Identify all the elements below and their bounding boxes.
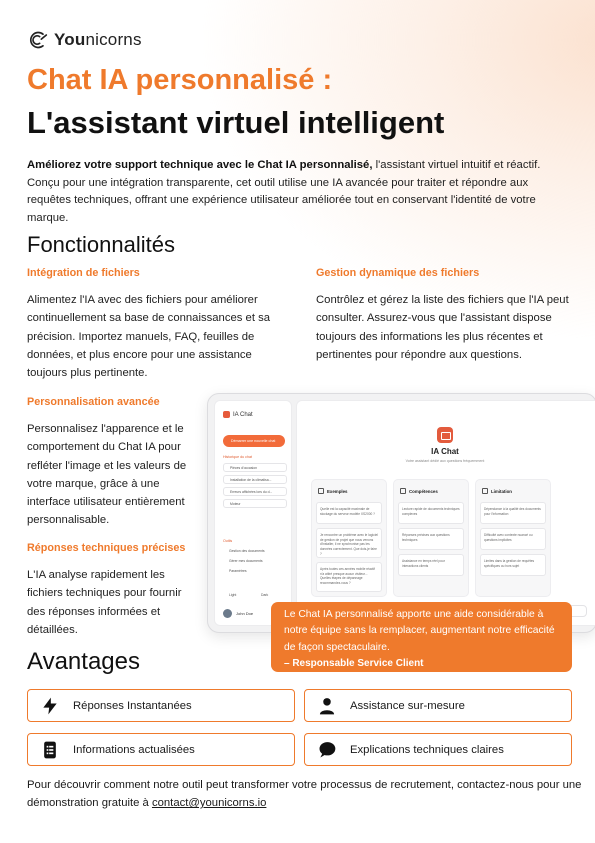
advantage-label: Réponses Instantanées [73,699,192,712]
mockup-dark-button: Dark [261,593,269,597]
avatar [223,609,232,618]
mockup-title: IA Chat [431,447,459,456]
headline-primary: Chat IA personnalisé : [27,64,333,96]
features-heading: Fonctionnalités [27,232,175,257]
advantage-updated-info [27,733,295,766]
person-icon [316,695,338,717]
mockup-card: Difficulté avec contexte nuancé ou questions implicites [480,528,546,550]
testimonial-quote [271,602,572,672]
advantages-heading: Avantages [27,648,140,675]
mockup-card: Après toutes ces années mobile réactif n'a attiré presque aucun visiteur... Quelles étapes de dépannage recommandez-vous ? [316,562,382,592]
lightning-icon [39,695,61,717]
mockup-history-label: Historique du chat [223,455,252,459]
mockup-card: Limites dans la gestion de requêtes spécifiques ou hors sujet [480,554,546,576]
feature-title-file-management: Gestion dynamique des fichiers [316,267,480,279]
mockup-card: Je rencontre un problème avec le logiciel de gestion de projet que nous venons d'installer, il ne synchronise pas les données correctement. Que dois-je faire ? [316,528,382,558]
advantage-clear-explanations [304,733,572,766]
contact-email-link[interactable]: contact@younicorns.io [151,797,267,810]
document-icon [39,739,61,761]
mockup-column-examples: Exemples Quelle est la capacité maximale de stockage du serveur modèle XS2000 ? Je rencontre un problème avec le logiciel de gestion de projet que nous venons d'installer, il ne synchronise pas les données correctement. Que dois-je faire ? Après toutes ces années mobile réactif n'a attiré presque aucun visiteur... Quelles étapes de dépannage recommandez-vous ? [311,479,387,597]
intro-paragraph: Améliorez votre support technique avec le Chat IA personnalisé, l'assistant virtuel intuitif et réactif. Conçu pour une intégration transparente, cet outil utilise une IA avancée pour traiter et répondre aux requêtes techniques, offrant une expérience utilisateur améliorée tout en conservant l'identité de votre marque. [27,159,541,224]
brand-name: Younicorns [54,30,142,49]
advantage-label: Informations actualisées [73,743,195,756]
quote-author: – Responsable Service Client [284,658,424,670]
mockup-main-panel [296,400,595,626]
feature-title-file-integration: Intégration de fichiers [27,267,140,279]
advantage-label: Explications techniques claires [350,743,504,756]
mockup-brand: IA Chat [223,411,253,418]
advantage-label: Assistance sur-mesure [350,699,465,712]
limitation-icon [482,488,488,494]
mockup-column-limitation: Limitation Dépendance à la qualité des documents pour l'information Difficulté avec contexte nuancé ou questions implicites Limites dans la gestion de requêtes spécifiques ou hors sujet [475,479,551,597]
feature-title-customization: Personnalisation avancée [27,396,160,408]
mockup-history-item: Pièces d'occasion [223,463,287,472]
mockup-column-skills: Compétences Lecture rapide de documents techniques complexes Réponses précises aux questions techniques Assistance en temps réel pour interactions clients [393,479,469,597]
feature-body-customization: Personnalisez l'apparence et le comportement du Chat IA pour refléter l'image et les valeurs de votre marque, grâce à une interface utilisateur entièrement personnalisable. [27,423,187,527]
headline-secondary: L'assistant virtuel intelligent [27,105,445,140]
mockup-user: John Doe [223,609,253,618]
mockup-card: Lecture rapide de documents techniques complexes [398,502,464,524]
mockup-history-item: Installation de la climatisa... [223,475,287,484]
mockup-tools-label: Outils [223,539,233,543]
mockup-sidebar [214,400,292,626]
feature-title-technical-answers: Réponses techniques précises [27,542,186,554]
mockup-card: Réponses précises aux questions techniques [398,528,464,550]
advantage-custom-assistance [304,689,572,722]
brand-logo [28,30,142,50]
skills-icon [400,488,406,494]
advantage-instant-answers [27,689,295,722]
mockup-history-item: Erreurs affichées lors du d... [223,487,287,496]
mockup-tool-item: Gérer mes documents [229,559,263,563]
mockup-history-item: Moteur [223,499,287,508]
mockup-app-icon [223,411,230,418]
mockup-chat-logo-icon [437,427,453,443]
mockup-card: Dépendance à la qualité des documents pour l'information [480,502,546,524]
mockup-card: Assistance en temps réel pour interactions clients [398,554,464,576]
younicorns-logo-icon [28,30,48,50]
mockup-subtitle: Votre assistant dédié aux questions fréquemment [405,459,485,463]
examples-icon [318,488,324,494]
feature-body-file-integration: Alimentez l'IA avec des fichiers pour améliorer continuellement sa base de connaissances et sa précision. Importez manuels, FAQ, feuilles de données, et plus encore pour une assistance toujours plus pertinente. [27,294,271,380]
feature-body-technical-answers: L'IA analyse rapidement les fichiers techniques pour fournir des réponses informées et détaillées. [27,569,182,636]
chat-bubble-icon [316,739,338,761]
mockup-new-chat-button: Démarrer une nouvelle chat [223,435,285,447]
quote-text: Le Chat IA personnalisé apporte une aide considérable à notre équipe sans la remplacer, augmentant notre efficacité de façon spectaculaire. [284,609,555,653]
feature-body-file-management: Contrôlez et gérez la liste des fichiers que l'IA peut consulter. Assurez-vous que l'assistant dispose toujours des informations les plus récentes et pertinentes pour répondre aux questions. [316,294,569,361]
mockup-card: Quelle est la capacité maximale de stockage du serveur modèle XS2000 ? [316,502,382,524]
app-mockup-screenshot [207,393,595,633]
mockup-tool-item: Gestion des documents [229,549,265,553]
mockup-tool-item: Paramètres [229,569,247,573]
closing-paragraph: Pour découvrir comment notre outil peut transformer votre processus de recrutement, contactez-nous pour une démonstration gratuite à contact@younicorns.io [27,779,582,810]
mockup-light-button: Light [229,593,237,597]
